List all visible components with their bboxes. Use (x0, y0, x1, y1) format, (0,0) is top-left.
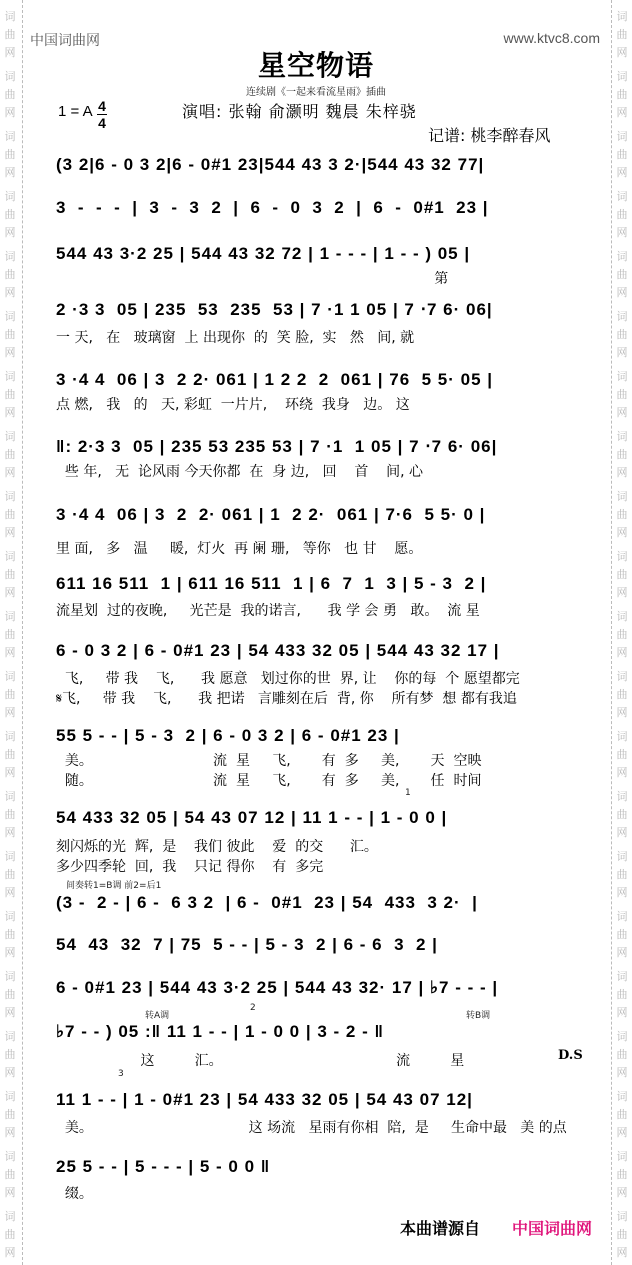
watermark-glyph: 词 (616, 490, 628, 503)
watermark-glyph: 网 (4, 286, 16, 299)
watermark-glyph: 网 (616, 646, 628, 659)
watermark-glyph: 词 (616, 130, 628, 143)
watermark-glyph: 词 (616, 850, 628, 863)
watermark-glyph: 词 (4, 670, 16, 683)
watermark-glyph: 网 (4, 766, 16, 779)
watermark-glyph: 曲 (616, 1048, 628, 1061)
watermark-glyph: 曲 (616, 568, 628, 581)
watermark-glyph: 网 (616, 766, 628, 779)
lyrics-row: 飞, 带 我 飞, 我 愿意 划过你的世 界, 让 你的每 个 愿望都完 (56, 671, 520, 687)
watermark-glyph: 网 (4, 46, 16, 59)
watermark-glyph: 词 (4, 490, 16, 503)
watermark-glyph: 词 (616, 1210, 628, 1223)
site-name: 中国词曲网 (30, 33, 100, 49)
notation-row: 2 ·3 3 05 | 235 53 235 53 | 7 ·1 1 05 | 7 ‧7 6· 06| (56, 300, 493, 319)
watermark-glyph: 词 (616, 250, 628, 263)
watermark-glyph: 曲 (616, 628, 628, 641)
watermark-glyph: 曲 (4, 1228, 16, 1241)
notation-row: ♭7 - - ) 05 :‖ 11 1 - - | 1 - 0 0 | 3 - 2 - ‖ (56, 1022, 384, 1041)
watermark-glyph: 网 (616, 886, 628, 899)
watermark-glyph: 网 (616, 466, 628, 479)
key-change-a: 转A调 (145, 1011, 170, 1021)
watermark-glyph: 词 (4, 70, 16, 83)
notation-row: 11 1 - - | 1 - 0#1 23 | 54 433 32 05 | 54 43 07 12| (56, 1090, 473, 1109)
watermark-glyph: 曲 (616, 988, 628, 1001)
notation-row: 611 16 511 1 | 611 16 511 1 | 6 7 1 3 | 5 - 3 2 | (56, 574, 487, 593)
volta-2: 2 (250, 1003, 256, 1013)
watermark-glyph: 曲 (4, 1048, 16, 1061)
volta-1: 1 (405, 788, 411, 798)
watermark-glyph: 词 (4, 850, 16, 863)
watermark-glyph: 曲 (616, 148, 628, 161)
watermark-glyph: 曲 (616, 748, 628, 761)
song-subtitle: 连续剧《一起来看流星雨》插曲 (246, 87, 386, 98)
lyrics-row: 𝄋飞, 带 我 飞, 我 把诺 言雕刻在后 背, 你 所有梦 想 都有我追 (56, 691, 517, 707)
lyrics-row: 点 燃, 我 的 天, 彩虹 一片片, 环绕 我身 边。 这 (56, 397, 410, 413)
key-signature: 1 = A (58, 103, 93, 120)
dal-segno: D.S (558, 1048, 583, 1063)
watermark-glyph: 曲 (616, 868, 628, 881)
watermark-glyph: 曲 (616, 268, 628, 281)
watermark-glyph: 曲 (616, 688, 628, 701)
watermark-glyph: 词 (4, 10, 16, 23)
watermark-glyph: 词 (616, 970, 628, 983)
lyrics-row: 多少四季轮 回, 我 只记 得你 有 多完 (56, 859, 324, 875)
watermark-glyph: 网 (4, 706, 16, 719)
watermark-glyph: 词 (616, 550, 628, 563)
watermark-glyph: 曲 (4, 748, 16, 761)
watermark-glyph: 曲 (616, 1108, 628, 1121)
watermark-glyph: 曲 (616, 1168, 628, 1181)
watermark-glyph: 网 (4, 826, 16, 839)
singers: 演唱: 张翰 俞灏明 魏晨 朱梓骁 (182, 102, 417, 121)
watermark-glyph: 网 (4, 1006, 16, 1019)
watermark-glyph: 词 (616, 190, 628, 203)
watermark-glyph: 词 (616, 1090, 628, 1103)
watermark-glyph: 词 (4, 550, 16, 563)
watermark-glyph: 网 (616, 1066, 628, 1079)
notation-row: (3 2|6 - 0 3 2|6 - 0#1 23|544 43 3 2·|544 43 32 77| (56, 155, 485, 174)
source-site-link[interactable]: 中国词曲网 (512, 1219, 593, 1238)
watermark-glyph: 曲 (4, 1168, 16, 1181)
watermark-glyph: 词 (616, 610, 628, 623)
watermark-glyph: 曲 (616, 28, 628, 41)
lyrics-row: 一 天, 在 玻璃窗 上 出现你 的 笑 脸, 实 然 间, 就 (56, 330, 415, 346)
notation-row: 54 43 32 7 | 75 5 - - | 5 - 3 2 | 6 - 6 3 2 | (56, 935, 438, 954)
watermark-glyph: 词 (4, 790, 16, 803)
watermark-glyph: 网 (4, 466, 16, 479)
watermark-glyph: 曲 (4, 448, 16, 461)
watermark-glyph: 词 (4, 370, 16, 383)
watermark-glyph: 网 (616, 826, 628, 839)
watermark-glyph: 网 (4, 226, 16, 239)
watermark-glyph: 网 (616, 1186, 628, 1199)
watermark-glyph: 网 (4, 586, 16, 599)
watermark-glyph: 网 (616, 46, 628, 59)
watermark-glyph: 曲 (4, 868, 16, 881)
watermark-glyph: 网 (4, 1246, 16, 1259)
watermark-glyph: 词 (4, 430, 16, 443)
notation-row: 54 433 32 05 | 54 43 07 12 | 11 1 - - | 1 - 0 0 | (56, 808, 448, 827)
watermark-glyph: 网 (616, 1246, 628, 1259)
watermark-glyph: 曲 (4, 688, 16, 701)
watermark-glyph: 曲 (4, 268, 16, 281)
watermark-glyph: 网 (616, 286, 628, 299)
lyrics-row: 第 (56, 271, 449, 287)
watermark-glyph: 曲 (616, 208, 628, 221)
notation-row: 25 5 - - | 5 - - - | 5 - 0 0 ‖ (56, 1157, 271, 1176)
watermark-glyph: 曲 (4, 568, 16, 581)
lyrics-row: 些 年, 无 论风雨 今天你都 在 身 边, 回 首 间, 心 (56, 464, 424, 480)
watermark-glyph: 网 (4, 526, 16, 539)
watermark-glyph: 词 (616, 370, 628, 383)
watermark-glyph: 网 (616, 166, 628, 179)
lyrics-row: 美。 流 星 飞, 有 多 美, 天 空映 (56, 753, 482, 769)
watermark-glyph: 网 (4, 346, 16, 359)
notation-row: (3 - 2 - | 6 - 6 3 2 | 6 - 0#1 23 | 54 433 3 2· | (56, 893, 478, 912)
notation-row: 55 5 - - | 5 - 3 2 | 6 - 0 3 2 | 6 - 0#1 23 | (56, 726, 400, 745)
watermark-glyph: 词 (616, 430, 628, 443)
watermark-glyph: 曲 (4, 208, 16, 221)
watermark-glyph: 网 (616, 1126, 628, 1139)
watermark-glyph: 网 (616, 586, 628, 599)
watermark-glyph: 曲 (4, 808, 16, 821)
watermark-glyph: 曲 (4, 628, 16, 641)
watermark-glyph: 词 (616, 910, 628, 923)
watermark-glyph: 词 (4, 250, 16, 263)
time-sig-top: 4 (98, 98, 106, 114)
watermark-glyph: 词 (4, 1150, 16, 1163)
watermark-glyph: 曲 (4, 928, 16, 941)
watermark-glyph: 网 (616, 346, 628, 359)
watermark-glyph: 曲 (4, 988, 16, 1001)
watermark-glyph: 曲 (616, 388, 628, 401)
right-watermark-strip (611, 0, 632, 1265)
watermark-glyph: 网 (616, 106, 628, 119)
notation-row: 3 - - - | 3 - 3 2 | 6 - 0 3 2 | 6 - 0#1 23 | (56, 198, 489, 217)
watermark-glyph: 网 (616, 526, 628, 539)
watermark-glyph: 网 (616, 706, 628, 719)
watermark-glyph: 曲 (616, 1228, 628, 1241)
watermark-glyph: 网 (616, 1006, 628, 1019)
transcriber: 记谱: 桃李醉春风 (428, 126, 551, 145)
notation-row: 544 43 3·2 25 | 544 43 32 72 | 1 - - - | 1 - - ) 05 | (56, 244, 471, 263)
watermark-glyph: 曲 (4, 1108, 16, 1121)
interlude-annotation: 间奏转1=B调 前2=后1 (66, 881, 162, 891)
watermark-glyph: 词 (616, 1150, 628, 1163)
watermark-glyph: 网 (4, 1126, 16, 1139)
watermark-glyph: 网 (616, 406, 628, 419)
watermark-glyph: 曲 (616, 88, 628, 101)
watermark-glyph: 网 (4, 886, 16, 899)
lyrics-row: 这 汇。 流 星 (56, 1053, 465, 1069)
watermark-glyph: 词 (616, 670, 628, 683)
watermark-glyph: 网 (4, 106, 16, 119)
watermark-glyph: 词 (4, 1030, 16, 1043)
watermark-glyph: 词 (616, 10, 628, 23)
lyrics-row: 随。 流 星 飞, 有 多 美, 任 时间 (56, 773, 482, 789)
source-label: 本曲谱源自 (400, 1219, 481, 1238)
watermark-glyph: 词 (4, 190, 16, 203)
watermark-glyph: 词 (4, 130, 16, 143)
lyrics-row: 刻闪烁的光 辉, 是 我们 彼此 爱 的交 汇。 (56, 839, 378, 855)
watermark-glyph: 词 (616, 730, 628, 743)
watermark-glyph: 词 (4, 730, 16, 743)
watermark-glyph: 词 (4, 1090, 16, 1103)
time-signature (97, 99, 107, 130)
watermark-glyph: 网 (4, 646, 16, 659)
notation-row: 3 ·4 4 06 | 3 2 2· 061 | 1 2 2· 061 | 7·6 5 5· 0 | (56, 505, 486, 524)
left-watermark-strip (0, 0, 23, 1265)
notation-row: 6 - 0 3 2 | 6 - 0#1 23 | 54 433 32 05 | 544 43 32 17 | (56, 641, 500, 660)
lyrics-row: 美。 这 场流 星雨有你相 陪, 是 生命中最 美 的点 (56, 1120, 567, 1136)
lyrics-row: 流星划 过的夜晚, 光芒是 我的诺言, 我 学 会 勇 敢。 流 星 (56, 603, 480, 619)
watermark-glyph: 词 (616, 310, 628, 323)
notation-row: 3 ·4 4 06 | 3 2 2· 061 | 1 2 2 2 061 | 76 5 5· 05 | (56, 370, 493, 389)
watermark-glyph: 网 (4, 406, 16, 419)
key-change-b: 转B调 (466, 1011, 491, 1021)
watermark-glyph: 曲 (4, 148, 16, 161)
watermark-glyph: 曲 (616, 928, 628, 941)
watermark-glyph: 曲 (616, 808, 628, 821)
site-url[interactable]: www.ktvc8.com (503, 30, 600, 46)
watermark-glyph: 网 (616, 226, 628, 239)
watermark-glyph: 曲 (616, 448, 628, 461)
lyrics-row: 缀。 (56, 1186, 93, 1202)
time-sig-bottom: 4 (98, 115, 106, 131)
watermark-glyph: 曲 (4, 88, 16, 101)
watermark-glyph: 词 (616, 790, 628, 803)
song-title: 星空物语 (257, 49, 374, 82)
watermark-glyph: 网 (4, 1186, 16, 1199)
watermark-glyph: 曲 (4, 328, 16, 341)
watermark-glyph: 曲 (616, 328, 628, 341)
watermark-glyph: 词 (4, 1210, 16, 1223)
watermark-glyph: 词 (616, 70, 628, 83)
watermark-glyph: 曲 (616, 508, 628, 521)
watermark-glyph: 曲 (4, 388, 16, 401)
watermark-glyph: 曲 (4, 28, 16, 41)
watermark-glyph: 词 (616, 1030, 628, 1043)
watermark-glyph: 词 (4, 970, 16, 983)
watermark-glyph: 词 (4, 910, 16, 923)
watermark-glyph: 曲 (4, 508, 16, 521)
watermark-glyph: 词 (4, 310, 16, 323)
volta-3: 3 (118, 1069, 124, 1079)
watermark-glyph: 网 (4, 946, 16, 959)
watermark-glyph: 词 (4, 610, 16, 623)
watermark-glyph: 网 (4, 166, 16, 179)
watermark-glyph: 网 (616, 946, 628, 959)
watermark-glyph: 网 (4, 1066, 16, 1079)
notation-row: 6 - 0#1 23 | 544 43 3·2 25 | 544 43 32· 17 | ♭7 - - - | (56, 978, 499, 997)
notation-row: ‖: 2·3 3 05 | 235 53 235 53 | 7 ·1 1 05 | 7 ‧7 6· 06| (56, 437, 498, 456)
lyrics-row: 里 面, 多 温 暖, 灯火 再 阑 珊, 等你 也 甘 愿。 (56, 541, 423, 557)
